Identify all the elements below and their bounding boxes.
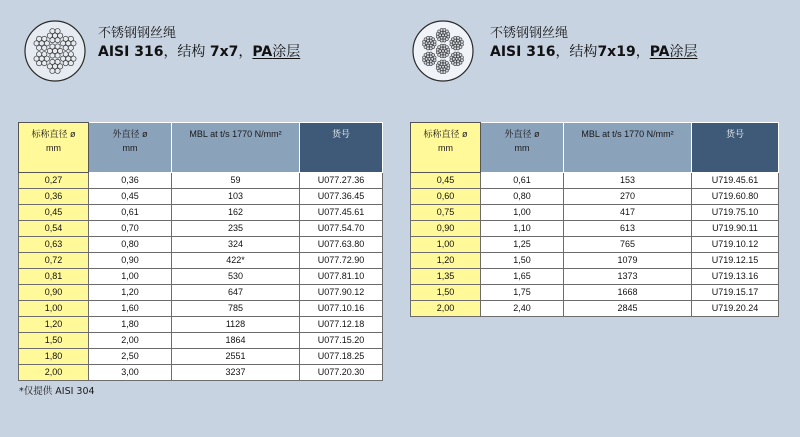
- cell-nominal-diameter: 2,00: [19, 365, 89, 381]
- cell-mbl: 2551: [172, 349, 300, 365]
- rope-wire: [426, 36, 429, 39]
- cell-mbl: 530: [172, 269, 300, 285]
- cell-nominal-diameter: 1,20: [19, 317, 89, 333]
- header-nominal-label: 标称直径 ø: [31, 129, 76, 139]
- cell-nominal-diameter: 0,90: [411, 221, 481, 237]
- product-7x19-name: 不锈钢钢丝绳: [490, 26, 569, 41]
- cell-nominal-diameter: 1,00: [411, 237, 481, 253]
- cell-item-no: U719.75.10: [692, 205, 779, 221]
- cell-outer-diameter: 1,80: [89, 317, 172, 333]
- table-row: [19, 301, 383, 317]
- product-7x7-coating-code: PA: [252, 44, 273, 60]
- cell-mbl: 235: [172, 221, 300, 237]
- cell-mbl: 785: [172, 301, 300, 317]
- cell-mbl: 270: [564, 189, 692, 205]
- header-outer-label: 外直径 ø: [504, 129, 540, 139]
- cell-nominal-diameter: 0,54: [19, 221, 89, 237]
- header-outer-diameter: [89, 123, 172, 173]
- rope-wire: [447, 32, 450, 35]
- rope-wire: [433, 40, 436, 43]
- cell-nominal-diameter: 0,45: [19, 205, 89, 221]
- product-7x7-header: [0, 14, 390, 84]
- rope-wire: [454, 36, 457, 39]
- header-mbl-label: MBL at t/s 1770 N/mm²: [189, 129, 282, 139]
- product-7x19-grade: AISI 316: [490, 44, 556, 60]
- rope-7x7-cross-section-icon: [24, 20, 86, 82]
- cell-item-no: U719.20.24: [692, 301, 779, 317]
- product-7x7-table: [18, 122, 383, 381]
- cell-nominal-diameter: 0,75: [411, 205, 481, 221]
- cell-item-no: U077.18.25: [300, 349, 383, 365]
- cell-item-no: U719.10.12: [692, 237, 779, 253]
- rope-wire: [436, 35, 439, 38]
- cell-mbl: 765: [564, 237, 692, 253]
- cell-mbl: 324: [172, 237, 300, 253]
- cell-outer-diameter: 1,10: [481, 221, 564, 237]
- cell-outer-diameter: 0,45: [89, 189, 172, 205]
- cell-outer-diameter: 0,80: [89, 237, 172, 253]
- cell-outer-diameter: 0,80: [481, 189, 564, 205]
- cell-mbl: 1079: [564, 253, 692, 269]
- product-7x19-coating-code: PA: [649, 44, 670, 60]
- header-mbl: [564, 123, 692, 173]
- table-row: [19, 285, 383, 301]
- cell-outer-diameter: 0,61: [481, 173, 564, 189]
- cell-mbl: 2845: [564, 301, 692, 317]
- cell-nominal-diameter: 1,80: [19, 349, 89, 365]
- rope-wire: [429, 63, 432, 66]
- header-mbl-label: MBL at t/s 1770 N/mm²: [581, 129, 674, 139]
- cell-item-no: U077.20.30: [300, 365, 383, 381]
- cell-outer-diameter: 0,70: [89, 221, 172, 237]
- product-7x7-name: 不锈钢钢丝绳: [98, 26, 177, 41]
- cell-nominal-diameter: 0,90: [19, 285, 89, 301]
- cell-item-no: U077.27.36: [300, 173, 383, 189]
- rope-wire: [423, 59, 426, 62]
- rope-wire: [440, 28, 443, 31]
- cell-outer-diameter: 1,00: [89, 269, 172, 285]
- cell-item-no: U077.90.12: [300, 285, 383, 301]
- cell-mbl: 647: [172, 285, 300, 301]
- cell-nominal-diameter: 1,50: [19, 333, 89, 349]
- product-7x19-sep2: ，: [635, 44, 650, 60]
- table-row: [19, 333, 383, 349]
- product-7x7-titles: [98, 25, 300, 62]
- header-item-label: 货号: [725, 129, 744, 139]
- product-7x19-construction: 7x19: [597, 44, 636, 60]
- product-7x7-construction: 7x7: [209, 44, 239, 60]
- cell-item-no: U719.12.15: [692, 253, 779, 269]
- rope-wire: [447, 64, 450, 67]
- cell-nominal-diameter: 0,36: [19, 189, 89, 205]
- table-row: [411, 189, 779, 205]
- table-row: [19, 205, 383, 221]
- cell-outer-diameter: 1,50: [481, 253, 564, 269]
- product-7x7-spec: [98, 42, 300, 62]
- footnote-aisi-304: *仅提供 AISI 304: [19, 386, 95, 397]
- rope-wire: [457, 47, 460, 50]
- table-row: [411, 237, 779, 253]
- table-row: [19, 221, 383, 237]
- cell-item-no: U719.13.16: [692, 269, 779, 285]
- cell-outer-diameter: 0,36: [89, 173, 172, 189]
- table-row: [411, 205, 779, 221]
- cell-outer-diameter: 1,65: [481, 269, 564, 285]
- cell-mbl: 162: [172, 205, 300, 221]
- cell-outer-diameter: 1,25: [481, 237, 564, 253]
- cell-outer-diameter: 2,00: [89, 333, 172, 349]
- table-row: [19, 237, 383, 253]
- header-mbl: [172, 123, 300, 173]
- product-7x7-table-body: [19, 173, 383, 381]
- cell-outer-diameter: 2,40: [481, 301, 564, 317]
- cell-outer-diameter: 0,61: [89, 205, 172, 221]
- table-row: [411, 253, 779, 269]
- rope-wire: [447, 48, 450, 51]
- cell-mbl: 1864: [172, 333, 300, 349]
- header-nominal-label: 标称直径 ø: [423, 129, 468, 139]
- cell-nominal-diameter: 1,00: [19, 301, 89, 317]
- rope-wire: [436, 67, 439, 70]
- cell-item-no: U077.54.70: [300, 221, 383, 237]
- cell-outer-diameter: 1,00: [481, 205, 564, 221]
- product-7x19-header: [408, 14, 800, 84]
- cell-item-no: U077.81.10: [300, 269, 383, 285]
- rope-wire: [450, 59, 453, 62]
- product-7x7-sep1: ，结构: [163, 44, 210, 60]
- header-nominal-diameter: [19, 123, 89, 173]
- cell-outer-diameter: 1,60: [89, 301, 172, 317]
- cell-nominal-diameter: 0,27: [19, 173, 89, 189]
- rope-wire: [457, 63, 460, 66]
- rope-wire: [450, 43, 453, 46]
- product-7x19-sep1: ，结构: [555, 44, 598, 60]
- table-row: [19, 365, 383, 381]
- table-row: [19, 349, 383, 365]
- product-7x19-coating-word: 涂层: [669, 44, 698, 60]
- header-nominal-unit: mm: [438, 143, 453, 153]
- product-7x19-table: [410, 122, 779, 317]
- product-7x19-table-body: [411, 173, 779, 317]
- cell-nominal-diameter: 1,50: [411, 285, 481, 301]
- cell-mbl: 103: [172, 189, 300, 205]
- rope-wire: [429, 47, 432, 50]
- table-row: [19, 253, 383, 269]
- header-outer-unit: mm: [514, 143, 530, 153]
- rope-wire: [426, 52, 429, 55]
- header-item-no: [692, 123, 779, 173]
- cell-nominal-diameter: 0,45: [411, 173, 481, 189]
- cell-item-no: U077.15.20: [300, 333, 383, 349]
- cell-item-no: U719.15.17: [692, 285, 779, 301]
- cell-nominal-diameter: 1,20: [411, 253, 481, 269]
- cell-outer-diameter: 1,20: [89, 285, 172, 301]
- cell-nominal-diameter: 0,63: [19, 237, 89, 253]
- table-row: [411, 269, 779, 285]
- cell-mbl: 59: [172, 173, 300, 189]
- table-row: [19, 317, 383, 333]
- rope-wire: [443, 71, 446, 74]
- product-7x7-sep2: ，: [238, 44, 253, 60]
- cell-item-no: U077.10.16: [300, 301, 383, 317]
- rope-wire: [436, 51, 439, 54]
- rope-wire: [443, 55, 446, 58]
- rope-wire: [461, 40, 464, 43]
- header-outer-label: 外直径 ø: [112, 129, 148, 139]
- cell-mbl: 1128: [172, 317, 300, 333]
- product-7x19-titles: [490, 25, 698, 62]
- cell-item-no: U077.45.61: [300, 205, 383, 221]
- cell-nominal-diameter: 0,72: [19, 253, 89, 269]
- rope-wire: [454, 52, 457, 55]
- table-row: [411, 173, 779, 189]
- cell-nominal-diameter: 2,00: [411, 301, 481, 317]
- product-7x7-grade: AISI 316: [98, 44, 164, 60]
- cell-mbl: 3237: [172, 365, 300, 381]
- rope-wire: [443, 39, 446, 42]
- table-row: [19, 269, 383, 285]
- cell-mbl: 417: [564, 205, 692, 221]
- cell-outer-diameter: 3,00: [89, 365, 172, 381]
- cell-outer-diameter: 2,50: [89, 349, 172, 365]
- cell-item-no: U077.72.90: [300, 253, 383, 269]
- cell-nominal-diameter: 0,60: [411, 189, 481, 205]
- rope-7x19-cross-section-icon: [412, 20, 474, 82]
- cell-mbl: 153: [564, 173, 692, 189]
- rope-wire: [423, 43, 426, 46]
- product-7x19-spec: [490, 42, 698, 62]
- rope-wire: [461, 56, 464, 59]
- header-outer-diameter: [481, 123, 564, 173]
- table-row: [19, 189, 383, 205]
- product-7x7-coating-word: 涂层: [272, 44, 301, 60]
- cell-item-no: U719.45.61: [692, 173, 779, 189]
- table-row: [19, 173, 383, 189]
- cell-nominal-diameter: 0,81: [19, 269, 89, 285]
- header-outer-unit: mm: [122, 143, 138, 153]
- cell-outer-diameter: 0,90: [89, 253, 172, 269]
- rope-wire: [440, 44, 443, 47]
- header-item-no: [300, 123, 383, 173]
- cell-mbl: 1668: [564, 285, 692, 301]
- table-row: [411, 221, 779, 237]
- table-row: [411, 301, 779, 317]
- rope-wire: [440, 60, 443, 63]
- cell-mbl: 613: [564, 221, 692, 237]
- header-nominal-unit: mm: [46, 143, 61, 153]
- cell-mbl: 1373: [564, 269, 692, 285]
- cell-nominal-diameter: 1,35: [411, 269, 481, 285]
- cell-item-no: U077.36.45: [300, 189, 383, 205]
- cell-item-no: U719.60.80: [692, 189, 779, 205]
- cell-item-no: U077.12.18: [300, 317, 383, 333]
- header-nominal-diameter: [411, 123, 481, 173]
- cell-item-no: U719.90.11: [692, 221, 779, 237]
- header-item-label: 货号: [331, 129, 350, 139]
- cell-outer-diameter: 1,75: [481, 285, 564, 301]
- table-row: [411, 285, 779, 301]
- rope-wire: [433, 56, 436, 59]
- cell-item-no: U077.63.80: [300, 237, 383, 253]
- cell-mbl: 422*: [172, 253, 300, 269]
